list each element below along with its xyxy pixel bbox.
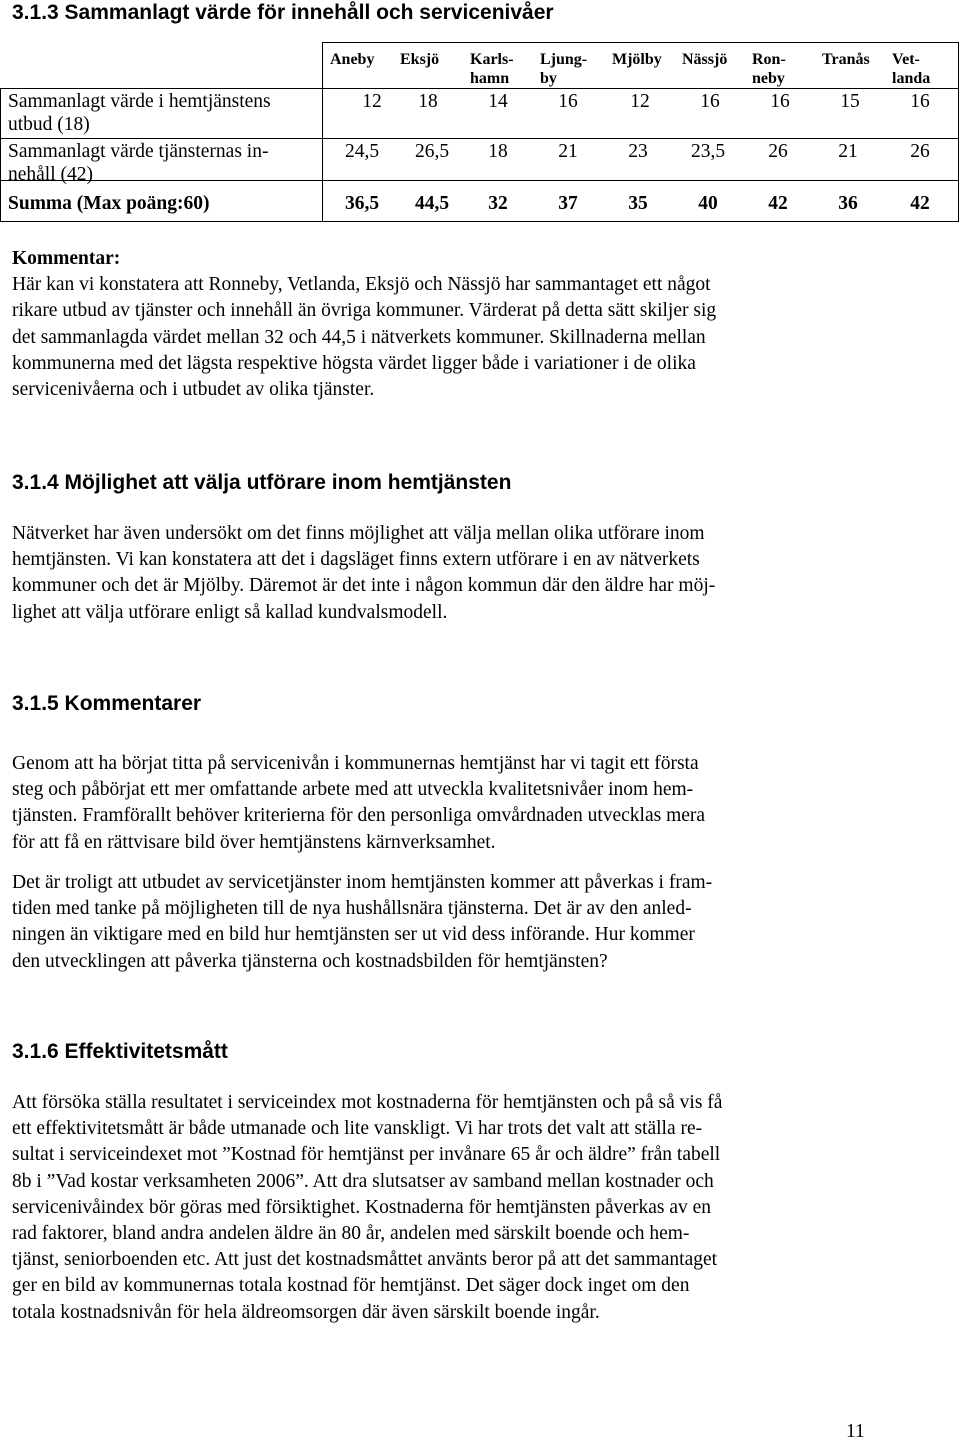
table-cell: 12 (630, 91, 650, 112)
text-line: rad faktorer, bland andra andelen äldre än 80 år, andelen med särskilt boende och hem- (12, 1223, 690, 1245)
table-cell: 26 (910, 141, 930, 162)
text-line: kommunerna med det lägsta respektive högsta värdet ligger både i variationer i de olika (12, 352, 696, 374)
table-cell: 26 (768, 141, 788, 162)
column-header-eksjo: Eksjö (400, 51, 440, 68)
kommentar-block (12, 246, 716, 403)
table-cell: 37 (558, 193, 578, 214)
paragraph-3-1-5-a (12, 751, 705, 856)
text-line: den utvecklingen att påverka tjänsterna och kostnadsbilden för hemtjänsten? (12, 950, 608, 972)
text-line: sultat i serviceindexet mot ”Kostnad för hemtjänst per invånare 65 år och äldre” från tabell (12, 1144, 721, 1166)
column-header-aneby: Aneby (330, 51, 375, 68)
table-cell: 42 (768, 193, 788, 214)
table-cell: 40 (698, 193, 718, 214)
table-rule-1 (0, 88, 958, 89)
text-line: lighet att välja utförare enligt så kallad kundvalsmodell. (12, 601, 448, 623)
summary-table (0, 42, 960, 222)
text-line: det sammanlagda värdet mellan 32 och 44,5 i nätverkets kommuner. Skillnaderna mellan (12, 326, 706, 348)
text-line: servicenivåindex bör göras med försiktighet. Kostnaderna för hemtjänsten påverkas av en (12, 1196, 712, 1218)
table-cell: 21 (558, 141, 578, 162)
paragraph-3-1-4 (12, 521, 715, 626)
row-label-summa: Summa (Max poäng:60) (8, 193, 210, 214)
table-cell: 36,5 (344, 193, 380, 214)
text-line: kommuner och det är Mjölby. Däremot är det inte i någon kommun där den äldre har möj- (12, 575, 716, 597)
table-cell: 23 (628, 141, 648, 162)
text-line: steg och påbörjat ett mer omfattande arbete med att utveckla kvalitetsnivåer inom hem- (12, 779, 694, 801)
section-heading-3-1-6: 3.1.6 Effektivitetsmått (12, 1040, 228, 1063)
text-line: tjänst, seniorboenden etc. Att just det kostnadsmåttet använts beror på att det sammantaget (12, 1249, 718, 1271)
text-line: Här kan vi konstatera att Ronneby, Vetlanda, Eksjö och Nässjö har sammantaget ett något (12, 274, 711, 296)
section-heading-3-1-4: 3.1.4 Möjlighet att välja utförare inom hemtjänsten (12, 471, 512, 494)
table-cell: 23,5 (690, 141, 726, 162)
table-cell: 18 (488, 141, 508, 162)
text-line: Nätverket har även undersökt om det finns möjlighet att välja mellan olika utförare inom (12, 523, 705, 544)
column-header-vetlanda: Vet- landa (892, 51, 931, 87)
table-cell: 44,5 (414, 193, 450, 214)
table-cell: 15 (840, 91, 860, 112)
kommentar-title: Kommentar: (12, 248, 121, 269)
table-cell: 26,5 (414, 141, 450, 162)
text-line: servicenivåerna och i utbudet av olika tjänster. (12, 379, 375, 401)
text-line: 8b i ”Vad kostar verksamheten 2006”. Att dra slutsatser av samband mellan kostnader och (12, 1170, 714, 1192)
section-heading-3-1-3: 3.1.3 Sammanlagt värde för innehåll och servicenivåer (12, 1, 554, 24)
text-line: tjänsten. Framförallt behöver kriterierna för den personliga omvårdnaden utvecklas mera (12, 805, 706, 827)
page-number: 11 (846, 1421, 865, 1442)
table-border-top (322, 42, 958, 43)
text-line: hemtjänsten. Vi kan konstatera att det i dagsläget finns extern utförare i en av nätverkets (12, 549, 700, 571)
table-cell: 32 (488, 193, 508, 214)
paragraph-3-1-6 (12, 1090, 722, 1326)
table-cell: 36 (838, 193, 858, 214)
text-line: ett effektivitetsmått är både utmanade och lite vanskligt. Vi har trots det valt att ställa re- (12, 1118, 703, 1140)
text-line: Det är troligt att utbudet av servicetjänster inom hemtjänsten kommer att påverkas i fram- (12, 872, 713, 893)
table-left-edge (0, 88, 1, 222)
text-line: rikare utbud av tjänster och innehåll än övriga kommuner. Värderat på detta sätt skiljer sig (12, 300, 717, 322)
paragraph-3-1-5-b (12, 870, 712, 975)
table-cell: 16 (770, 91, 790, 112)
table-cell: 16 (558, 91, 578, 112)
table-cell: 21 (838, 141, 858, 162)
table-right-edge (958, 42, 959, 222)
column-header-ljungby: Ljung- by (540, 51, 588, 87)
table-cell: 42 (910, 193, 930, 214)
column-header-nassjo: Nässjö (682, 51, 728, 68)
table-cell: 14 (488, 91, 508, 112)
text-line: för att få en rättvisare bild över hemtjänstens kärnverksamhet. (12, 831, 496, 853)
column-header-ronneby: Ron- neby (752, 51, 786, 87)
text-line: Att försöka ställa resultatet i serviceindex mot kostnaderna för hemtjänsten och på så vis få (12, 1092, 723, 1113)
section-heading-3-1-5: 3.1.5 Kommentarer (12, 692, 202, 715)
table-cell: 16 (700, 91, 720, 112)
text-line: totala kostnadsnivån för hela äldreomsorgen där även särskilt boende ingår. (12, 1301, 600, 1323)
table-cell: 18 (418, 91, 438, 112)
table-border-bottom (0, 221, 958, 222)
table-rule-2 (0, 138, 958, 139)
text-line: ningen än viktigare med en bild hur hemtjänsten ser ut vid dess införande. Hur kommer (12, 924, 695, 946)
column-header-mjolby: Mjölby (612, 51, 662, 68)
row-label-innehall: Sammanlagt värde tjänsternas in- nehåll (42) (8, 141, 269, 185)
table-cell: 35 (628, 193, 648, 214)
table-column-divider (322, 42, 323, 222)
text-line: Genom att ha börjat titta på servicenivån i kommunernas hemtjänst har vi tagit ett första (12, 753, 699, 774)
table-cell: 16 (910, 91, 930, 112)
table-cell: 24,5 (344, 141, 380, 162)
text-line: ger en bild av kommunernas totala kostnad för hemtjänst. Det säger dock inget om den (12, 1275, 690, 1297)
text-line: tiden med tanke på möjligheten till de nya hushållsnära tjänsterna. Det är av den anled- (12, 898, 692, 920)
row-label-utbud: Sammanlagt värde i hemtjänstens utbud (18) (8, 91, 271, 135)
column-header-karlshamn: Karls- hamn (470, 51, 514, 87)
column-header-tranas: Tranås (822, 51, 870, 68)
table-cell: 12 (362, 91, 382, 112)
